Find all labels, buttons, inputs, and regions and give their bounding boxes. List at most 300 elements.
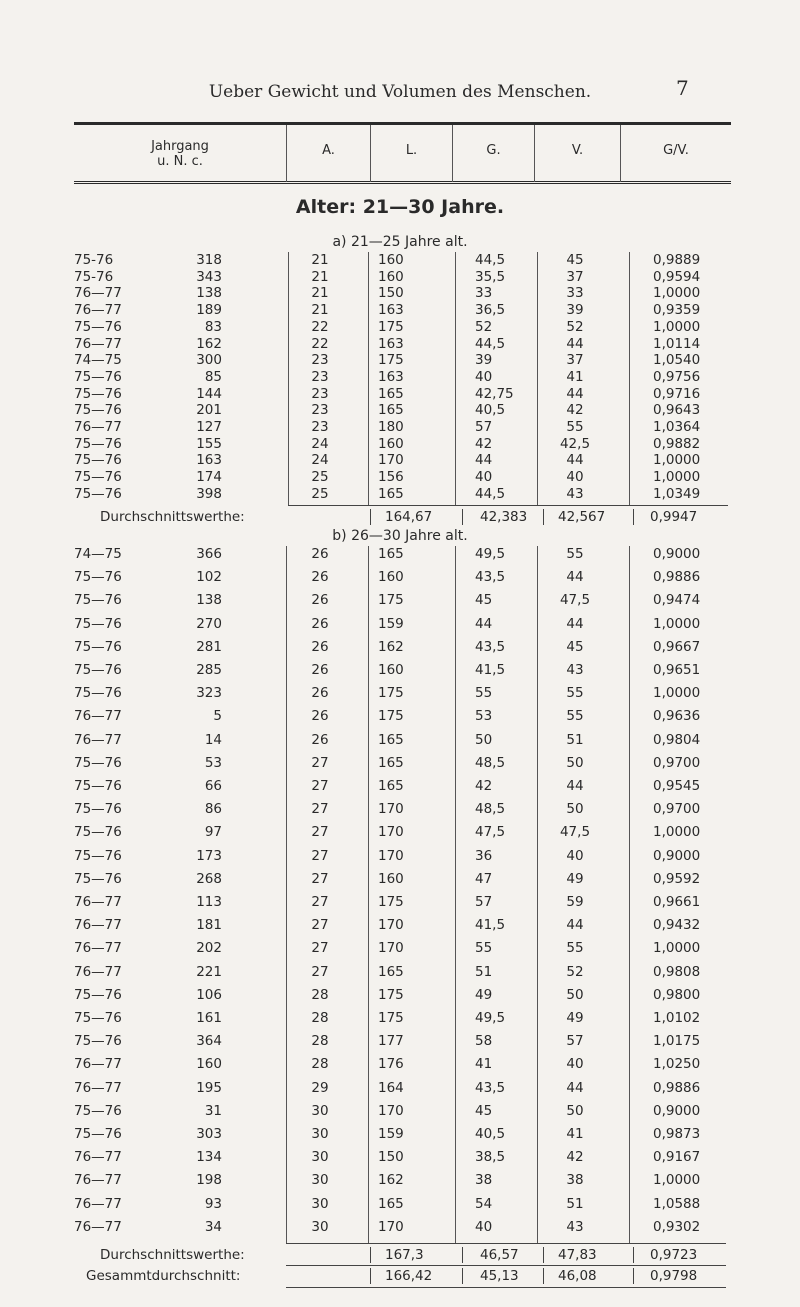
cell-quotient: 1,0102: [653, 1010, 701, 1026]
cell-gewicht: 57: [475, 894, 493, 910]
average-g: 46,57: [480, 1247, 519, 1263]
cell-volumen: 42: [566, 1149, 584, 1166]
cell-nummer: 285: [196, 662, 222, 678]
cell-nummer: 202: [196, 940, 222, 957]
cell-jahrgang: 75—76: [74, 452, 122, 469]
value-separator: [633, 1268, 634, 1284]
total-v: 46,08: [558, 1268, 597, 1284]
cell-nummer: 97: [204, 824, 222, 841]
cell-laenge: 159: [378, 1126, 404, 1142]
cell-jahrgang: 76—77: [74, 285, 122, 302]
cell-quotient: 1,0588: [653, 1195, 701, 1212]
cell-gewicht: 49: [475, 986, 493, 1003]
header-g: G.: [452, 125, 534, 182]
cell-alter: 24: [311, 452, 329, 469]
cell-volumen: 38: [566, 1172, 584, 1189]
cell-laenge: 175: [378, 685, 404, 702]
cell-laenge: 165: [378, 778, 404, 794]
cell-volumen: 43: [566, 662, 584, 678]
cell-quotient: 0,9700: [653, 801, 701, 818]
cell-volumen: 43: [566, 485, 584, 502]
cell-laenge: 164: [378, 1079, 404, 1096]
cell-alter: 22: [311, 335, 329, 352]
column-header-row: [74, 122, 731, 184]
cell-volumen: 44: [566, 452, 584, 469]
cell-nummer: 366: [196, 546, 222, 562]
cell-alter: 21: [311, 302, 329, 319]
cell-alter: 30: [311, 1126, 329, 1142]
section-title: Alter: 21—30 Jahre.: [295, 196, 505, 218]
column-rule: [537, 252, 538, 506]
cell-nummer: 198: [196, 1172, 222, 1189]
cell-jahrgang: 75—76: [74, 402, 122, 419]
cell-gewicht: 45: [475, 1102, 493, 1119]
cell-alter: 26: [311, 638, 329, 655]
cell-jahrgang: 75—76: [74, 870, 122, 887]
cell-laenge: 170: [378, 940, 404, 957]
value-separator: [370, 509, 371, 525]
value-separator: [370, 1247, 371, 1263]
cell-quotient: 1,0250: [653, 1056, 701, 1073]
cell-volumen: 40: [566, 469, 584, 486]
cell-nummer: 155: [196, 435, 222, 452]
cell-volumen: 37: [566, 352, 584, 369]
cell-alter: 26: [311, 615, 329, 632]
cell-volumen: 42: [566, 402, 584, 419]
cell-volumen: 52: [566, 318, 584, 335]
table-row: [0, 732, 800, 749]
table-row: [0, 778, 800, 795]
cell-volumen: 47,5: [559, 824, 591, 841]
cell-nummer: 14: [204, 731, 222, 748]
cell-alter: 28: [311, 986, 329, 1003]
cell-jahrgang: 76—77: [74, 1172, 122, 1189]
table-row: [0, 1196, 800, 1213]
cell-gewicht: 42: [475, 778, 493, 794]
header-a: A.: [286, 125, 370, 182]
cell-laenge: 160: [378, 252, 404, 268]
cell-gewicht: 41: [475, 1056, 493, 1073]
cell-gewicht: 40: [475, 1218, 493, 1235]
cell-alter: 26: [311, 708, 329, 725]
cell-laenge: 175: [378, 894, 404, 910]
cell-jahrgang: 75—76: [74, 638, 122, 655]
cell-quotient: 0,9804: [653, 731, 701, 748]
cell-volumen: 55: [566, 685, 584, 702]
cell-jahrgang: 75-76: [74, 268, 114, 285]
table-row: [0, 639, 800, 656]
cell-volumen: 49: [566, 870, 584, 887]
cell-alter: 23: [311, 402, 329, 419]
cell-jahrgang: 76—77: [74, 302, 122, 319]
table-row: [0, 917, 800, 934]
cell-laenge: 170: [378, 452, 404, 469]
total-gv: 0,9798: [650, 1268, 698, 1284]
cell-alter: 26: [311, 731, 329, 748]
cell-gewicht: 58: [475, 1033, 493, 1050]
table-row: [0, 252, 800, 269]
cell-quotient: 1,0000: [653, 318, 701, 335]
table-row: [0, 546, 800, 563]
table-row: [0, 1010, 800, 1027]
cell-laenge: 165: [378, 402, 404, 419]
cell-alter: 26: [311, 685, 329, 702]
column-rule: [455, 252, 456, 506]
cell-nummer: 66: [204, 778, 222, 794]
cell-jahrgang: 75—76: [74, 662, 122, 678]
cell-quotient: 0,9636: [653, 708, 701, 725]
cell-quotient: 0,9167: [653, 1149, 701, 1166]
cell-nummer: 181: [196, 917, 222, 934]
cell-volumen: 41: [566, 368, 584, 385]
average-label: Durchschnittswerthe:: [100, 509, 245, 525]
cell-jahrgang: 76—77: [74, 1195, 122, 1212]
cell-volumen: 59: [566, 894, 584, 910]
average-label: Durchschnittswerthe:: [100, 1247, 245, 1263]
cell-quotient: 0,9594: [653, 268, 701, 285]
cell-jahrgang: 75—76: [74, 1126, 122, 1142]
cell-gewicht: 39: [475, 352, 493, 369]
value-separator: [633, 509, 634, 525]
cell-nummer: 281: [196, 638, 222, 655]
cell-nummer: 201: [196, 402, 222, 419]
cell-nummer: 34: [204, 1218, 222, 1235]
table-row: [0, 755, 800, 772]
cell-quotient: 0,9756: [653, 368, 701, 385]
cell-volumen: 42,5: [559, 435, 591, 452]
cell-nummer: 160: [196, 1056, 222, 1073]
cell-jahrgang: 75—76: [74, 469, 122, 486]
cell-gewicht: 38: [475, 1172, 493, 1189]
cell-quotient: 0,9889: [653, 252, 701, 268]
cell-jahrgang: 75—76: [74, 685, 122, 702]
cell-alter: 27: [311, 940, 329, 957]
cell-gewicht: 53: [475, 708, 493, 725]
table-row: [0, 486, 800, 503]
cell-nummer: 53: [204, 754, 222, 771]
cell-volumen: 55: [566, 419, 584, 435]
cell-volumen: 50: [566, 1102, 584, 1119]
cell-alter: 27: [311, 917, 329, 934]
cell-volumen: 40: [566, 847, 584, 864]
cell-gewicht: 49,5: [475, 1010, 506, 1026]
cell-volumen: 45: [566, 638, 584, 655]
cell-laenge: 170: [378, 824, 404, 841]
cell-quotient: 0,9661: [653, 894, 701, 910]
cell-alter: 29: [311, 1079, 329, 1096]
table-row: [0, 285, 800, 302]
column-rule: [288, 252, 289, 506]
cell-laenge: 176: [378, 1056, 404, 1073]
cell-quotient: 0,9359: [653, 302, 701, 319]
cell-gewicht: 45: [475, 592, 493, 609]
cell-alter: 28: [311, 1010, 329, 1026]
row-rule: [286, 1287, 726, 1288]
column-rule: [368, 546, 369, 1244]
cell-nummer: 300: [196, 352, 222, 369]
cell-volumen: 55: [566, 940, 584, 957]
cell-nummer: 5: [213, 708, 222, 725]
total-g: 45,13: [480, 1268, 519, 1284]
cell-gewicht: 40: [475, 368, 493, 385]
cell-jahrgang: 75—76: [74, 1010, 122, 1026]
cell-alter: 27: [311, 963, 329, 980]
cell-alter: 27: [311, 824, 329, 841]
table-row: [0, 662, 800, 679]
cell-gewicht: 44,5: [475, 252, 506, 268]
average-gv: 0,9947: [650, 509, 698, 525]
cell-jahrgang: 75—76: [74, 778, 122, 794]
cell-jahrgang: 76—77: [74, 335, 122, 352]
cell-laenge: 170: [378, 1218, 404, 1235]
cell-quotient: 0,9000: [653, 1102, 701, 1119]
table-row: [0, 269, 800, 286]
cell-quotient: 1,0000: [653, 1172, 701, 1189]
cell-laenge: 162: [378, 638, 404, 655]
cell-alter: 27: [311, 801, 329, 818]
cell-gewicht: 44,5: [475, 485, 506, 502]
table-row: [0, 1103, 800, 1120]
column-rule: [629, 252, 630, 506]
cell-gewicht: 47,5: [475, 824, 506, 841]
cell-jahrgang: 76—77: [74, 419, 122, 435]
column-rule: [455, 546, 456, 1244]
cell-nummer: 102: [196, 569, 222, 586]
cell-alter: 26: [311, 569, 329, 586]
cell-volumen: 49: [566, 1010, 584, 1026]
cell-jahrgang: 76—77: [74, 708, 122, 725]
cell-nummer: 221: [196, 963, 222, 980]
cell-quotient: 1,0364: [653, 419, 701, 435]
group-b-average-row: [0, 1247, 800, 1264]
cell-quotient: 1,0114: [653, 335, 701, 352]
cell-alter: 21: [311, 268, 329, 285]
row-rule: [286, 1265, 726, 1266]
cell-alter: 27: [311, 870, 329, 887]
cell-jahrgang: 75—76: [74, 615, 122, 632]
cell-gewicht: 40,5: [475, 402, 506, 419]
cell-volumen: 45: [566, 252, 584, 268]
cell-alter: 26: [311, 592, 329, 609]
cell-quotient: 1,0000: [653, 824, 701, 841]
cell-volumen: 52: [566, 963, 584, 980]
table-row: [0, 1172, 800, 1189]
cell-gewicht: 40: [475, 469, 493, 486]
table-row: [0, 319, 800, 336]
cell-nummer: 113: [196, 894, 222, 910]
table-row: [0, 1033, 800, 1050]
cell-volumen: 55: [566, 546, 584, 562]
cell-alter: 25: [311, 469, 329, 486]
cell-nummer: 189: [196, 302, 222, 319]
cell-volumen: 50: [566, 986, 584, 1003]
cell-nummer: 86: [204, 801, 222, 818]
cell-jahrgang: 75—76: [74, 986, 122, 1003]
cell-laenge: 165: [378, 754, 404, 771]
cell-laenge: 177: [378, 1033, 404, 1050]
cell-nummer: 162: [196, 335, 222, 352]
cell-alter: 28: [311, 1033, 329, 1050]
table-row: [0, 592, 800, 609]
value-separator: [543, 1247, 544, 1263]
table-row: [0, 708, 800, 725]
cell-laenge: 165: [378, 731, 404, 748]
table-row: [0, 336, 800, 353]
cell-laenge: 150: [378, 1149, 404, 1166]
cell-nummer: 174: [196, 469, 222, 486]
cell-nummer: 195: [196, 1079, 222, 1096]
average-g: 42,383: [480, 509, 528, 525]
cell-nummer: 163: [196, 452, 222, 469]
cell-alter: 26: [311, 546, 329, 562]
cell-gewicht: 38,5: [475, 1149, 506, 1166]
cell-alter: 27: [311, 778, 329, 794]
cell-gewicht: 35,5: [475, 268, 506, 285]
cell-quotient: 1,0000: [653, 285, 701, 302]
cell-laenge: 175: [378, 986, 404, 1003]
cell-volumen: 57: [566, 1033, 584, 1050]
cell-gewicht: 43,5: [475, 1079, 506, 1096]
table-row: [0, 1080, 800, 1097]
cell-alter: 25: [311, 485, 329, 502]
cell-quotient: 1,0000: [653, 615, 701, 632]
cell-laenge: 165: [378, 385, 404, 402]
cell-gewicht: 44: [475, 452, 493, 469]
header-gv: G/V.: [620, 125, 731, 182]
cell-laenge: 159: [378, 615, 404, 632]
cell-jahrgang: 75—76: [74, 318, 122, 335]
table-row: [0, 419, 800, 436]
table-row: [0, 801, 800, 818]
cell-gewicht: 42: [475, 435, 493, 452]
cell-nummer: 270: [196, 615, 222, 632]
table-row: [0, 824, 800, 841]
cell-laenge: 160: [378, 268, 404, 285]
cell-nummer: 93: [204, 1195, 222, 1212]
cell-alter: 23: [311, 385, 329, 402]
cell-quotient: 0,9651: [653, 662, 701, 678]
table-row: [0, 616, 800, 633]
table-row: [0, 302, 800, 319]
cell-quotient: 1,0000: [653, 469, 701, 486]
cell-volumen: 50: [566, 754, 584, 771]
cell-quotient: 0,9886: [653, 1079, 701, 1096]
cell-alter: 30: [311, 1102, 329, 1119]
cell-alter: 30: [311, 1218, 329, 1235]
cell-gewicht: 44,5: [475, 335, 506, 352]
cell-quotient: 0,9000: [653, 847, 701, 864]
cell-nummer: 173: [196, 847, 222, 864]
cell-nummer: 303: [196, 1126, 222, 1142]
cell-gewicht: 48,5: [475, 754, 506, 771]
cell-laenge: 170: [378, 917, 404, 934]
cell-nummer: 398: [196, 485, 222, 502]
cell-jahrgang: 76—77: [74, 1056, 122, 1073]
cell-laenge: 175: [378, 318, 404, 335]
column-rule: [368, 252, 369, 506]
cell-volumen: 41: [566, 1126, 584, 1142]
cell-quotient: 0,9592: [653, 870, 701, 887]
total-label: Gesammtdurchschnitt:: [86, 1268, 241, 1284]
cell-jahrgang: 75—76: [74, 569, 122, 586]
value-separator: [462, 1247, 463, 1263]
cell-jahrgang: 75—76: [74, 385, 122, 402]
cell-alter: 26: [311, 662, 329, 678]
cell-quotient: 0,9886: [653, 569, 701, 586]
cell-gewicht: 41,5: [475, 662, 506, 678]
cell-jahrgang: 75—76: [74, 1102, 122, 1119]
cell-nummer: 318: [196, 252, 222, 268]
cell-laenge: 170: [378, 1102, 404, 1119]
table-row: [0, 469, 800, 486]
cell-jahrgang: 75—76: [74, 592, 122, 609]
value-separator: [633, 1247, 634, 1263]
cell-volumen: 40: [566, 1056, 584, 1073]
cell-gewicht: 51: [475, 963, 493, 980]
cell-alter: 23: [311, 368, 329, 385]
cell-alter: 27: [311, 754, 329, 771]
cell-laenge: 175: [378, 592, 404, 609]
cell-jahrgang: 75—76: [74, 1033, 122, 1050]
cell-jahrgang: 75—76: [74, 435, 122, 452]
cell-gewicht: 42,75: [475, 385, 514, 402]
cell-laenge: 180: [378, 419, 404, 435]
cell-jahrgang: 74—75: [74, 546, 122, 562]
cell-quotient: 1,0540: [653, 352, 701, 369]
table-row: [0, 569, 800, 586]
cell-nummer: 83: [204, 318, 222, 335]
header-jahrgang-sub: u. N. c.: [157, 154, 203, 169]
cell-laenge: 165: [378, 1195, 404, 1212]
cell-laenge: 165: [378, 546, 404, 562]
cell-gewicht: 47: [475, 870, 493, 887]
table-row: [0, 1056, 800, 1073]
table-row: [0, 987, 800, 1004]
cell-nummer: 268: [196, 870, 222, 887]
cell-volumen: 51: [566, 1195, 584, 1212]
cell-gewicht: 55: [475, 940, 493, 957]
cell-laenge: 156: [378, 469, 404, 486]
cell-quotient: 0,9700: [653, 754, 701, 771]
cell-nummer: 134: [196, 1149, 222, 1166]
cell-alter: 21: [311, 252, 329, 268]
value-separator: [462, 509, 463, 525]
cell-gewicht: 54: [475, 1195, 493, 1212]
cell-quotient: 0,9882: [653, 435, 701, 452]
column-rule: [629, 546, 630, 1244]
cell-alter: 30: [311, 1195, 329, 1212]
cell-volumen: 44: [566, 778, 584, 794]
table-row: [0, 452, 800, 469]
table-row: [0, 352, 800, 369]
cell-quotient: 0,9302: [653, 1218, 701, 1235]
table-row: [0, 848, 800, 865]
average-v: 47,83: [558, 1247, 597, 1263]
cell-alter: 21: [311, 285, 329, 302]
cell-volumen: 44: [566, 1079, 584, 1096]
average-l: 164,67: [385, 509, 433, 525]
cell-nummer: 138: [196, 285, 222, 302]
column-rule: [286, 546, 287, 1244]
cell-gewicht: 40,5: [475, 1126, 506, 1142]
cell-alter: 22: [311, 318, 329, 335]
cell-laenge: 170: [378, 801, 404, 818]
cell-nummer: 161: [196, 1010, 222, 1026]
cell-alter: 23: [311, 352, 329, 369]
value-separator: [370, 1268, 371, 1284]
cell-jahrgang: 76—77: [74, 1149, 122, 1166]
cell-quotient: 0,9873: [653, 1126, 701, 1142]
